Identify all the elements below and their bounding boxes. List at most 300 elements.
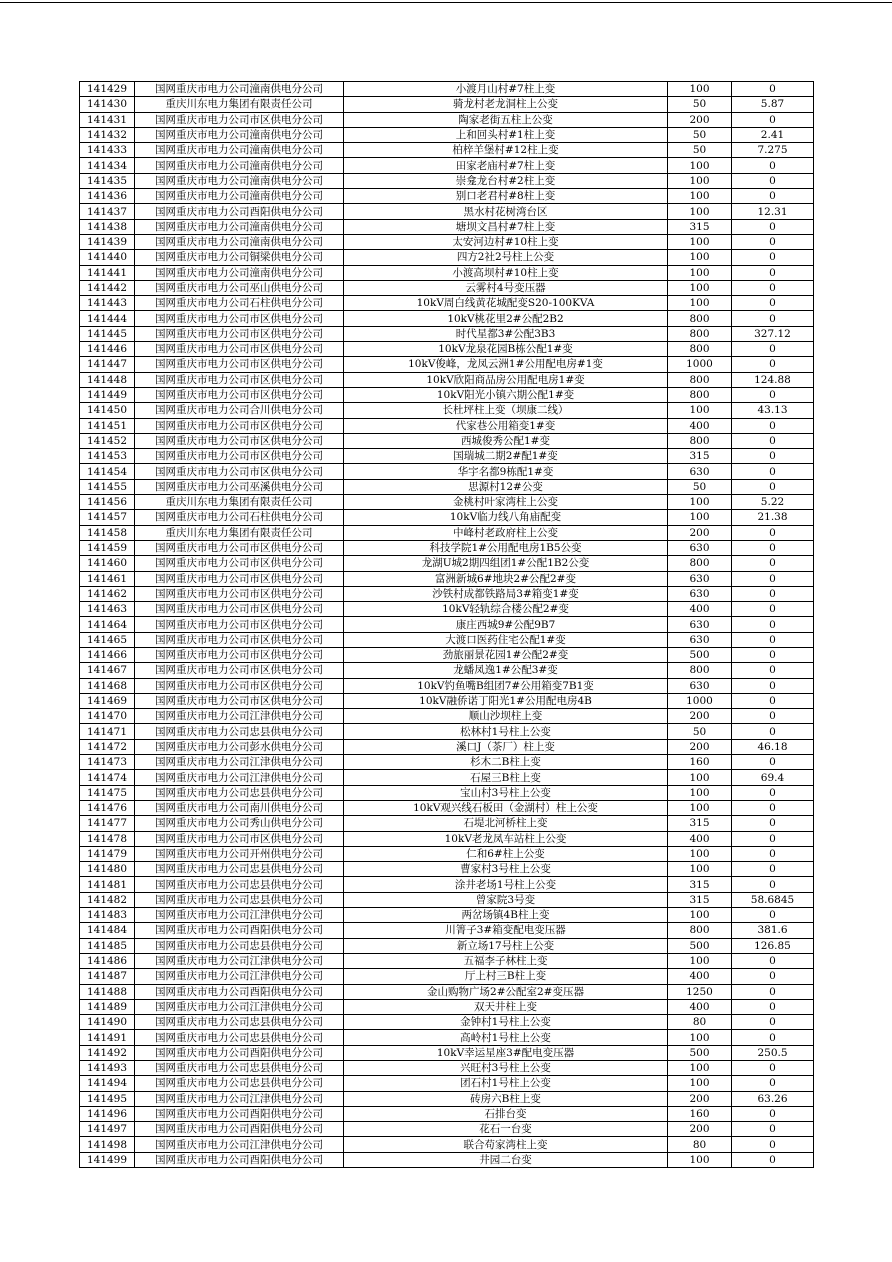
row-id-cell: 141485 [80, 938, 135, 953]
company-cell: 国网重庆市电力公司酉阳供电分公司 [135, 1106, 344, 1121]
capacity-cell: 500 [668, 938, 732, 953]
table-row [80, 678, 814, 693]
value-cell: 0 [732, 540, 814, 555]
value-cell: 0 [732, 464, 814, 479]
table-row [80, 127, 814, 142]
table-row [80, 1137, 814, 1152]
value-cell: 0 [732, 311, 814, 326]
value-cell: 0 [732, 908, 814, 923]
value-cell: 7.275 [732, 143, 814, 158]
transformer-name-cell: 杉木二B柱上变 [344, 755, 668, 770]
capacity-cell: 800 [668, 372, 732, 387]
transformer-name-cell: 10kV俊峰，龙凤云洲1#公用配电房#1变 [344, 357, 668, 372]
value-cell: 0 [732, 846, 814, 861]
value-cell: 0 [732, 663, 814, 678]
transformer-name-cell: 康庄西城9#公配9B7 [344, 617, 668, 632]
table-row [80, 418, 814, 433]
transformer-name-cell: 10kV欣阳商品房公用配电房1#变 [344, 372, 668, 387]
company-cell: 国网重庆市电力公司潼南供电分公司 [135, 127, 344, 142]
row-id-cell: 141494 [80, 1076, 135, 1091]
transformer-name-cell: 10kV周白线黄花城配变S20-100KVA [344, 296, 668, 311]
value-cell: 0 [732, 953, 814, 968]
value-cell: 0 [732, 816, 814, 831]
value-cell: 0 [732, 250, 814, 265]
transformer-name-cell: 松林村1号柱上公变 [344, 724, 668, 739]
table-row [80, 571, 814, 586]
company-cell: 国网重庆市电力公司潼南供电分公司 [135, 173, 344, 188]
capacity-cell: 500 [668, 1045, 732, 1060]
transformer-name-cell: 10kV轻轨综合楼公配2#变 [344, 602, 668, 617]
company-cell: 国网重庆市电力公司市区供电分公司 [135, 342, 344, 357]
transformer-name-cell: 10kV融侨诺丁阳光1#公用配电房4B [344, 693, 668, 708]
transformer-name-cell: 代家巷公用箱变1#变 [344, 418, 668, 433]
row-id-cell: 141495 [80, 1091, 135, 1106]
row-id-cell: 141445 [80, 326, 135, 341]
transformer-name-cell: 骑龙村老龙洞柱上公变 [344, 97, 668, 112]
capacity-cell: 400 [668, 831, 732, 846]
transformer-name-cell: 溪口J（茶厂）柱上变 [344, 739, 668, 754]
company-cell: 国网重庆市电力公司江津供电分公司 [135, 709, 344, 724]
capacity-cell: 200 [668, 709, 732, 724]
company-cell: 国网重庆市电力公司酉阳供电分公司 [135, 984, 344, 999]
company-cell: 国网重庆市电力公司南川供电分公司 [135, 800, 344, 815]
transformer-name-cell: 井园二台变 [344, 1152, 668, 1167]
value-cell: 0 [732, 1152, 814, 1167]
capacity-cell: 315 [668, 816, 732, 831]
table-row [80, 969, 814, 984]
table-row [80, 1106, 814, 1121]
company-cell: 国网重庆市电力公司忠县供电分公司 [135, 1061, 344, 1076]
transformer-name-cell: 石排台变 [344, 1106, 668, 1121]
table-row [80, 556, 814, 571]
value-cell: 0 [732, 556, 814, 571]
company-cell: 国网重庆市电力公司秀山供电分公司 [135, 816, 344, 831]
table-row [80, 1076, 814, 1091]
table-row [80, 311, 814, 326]
transformer-name-cell: 长杜坪柱上变（坝康二线） [344, 403, 668, 418]
table-row [80, 387, 814, 402]
table-row [80, 923, 814, 938]
row-id-cell: 141443 [80, 296, 135, 311]
table-row [80, 173, 814, 188]
transformer-name-cell: 石屋三B柱上变 [344, 770, 668, 785]
transformer-name-cell: 塘坝文昌村#7柱上变 [344, 219, 668, 234]
row-id-cell: 141434 [80, 158, 135, 173]
row-id-cell: 141456 [80, 495, 135, 510]
capacity-cell: 315 [668, 449, 732, 464]
table-row [80, 158, 814, 173]
value-cell: 0 [732, 342, 814, 357]
table-row [80, 204, 814, 219]
value-cell: 0 [732, 357, 814, 372]
row-id-cell: 141439 [80, 234, 135, 249]
row-id-cell: 141486 [80, 953, 135, 968]
table-row [80, 709, 814, 724]
transformer-table [79, 81, 814, 1168]
row-id-cell: 141435 [80, 173, 135, 188]
capacity-cell: 100 [668, 510, 732, 525]
capacity-cell: 100 [668, 82, 732, 97]
company-cell: 国网重庆市电力公司市区供电分公司 [135, 632, 344, 647]
table-row [80, 693, 814, 708]
transformer-name-cell: 宝山村3号柱上公变 [344, 785, 668, 800]
capacity-cell: 400 [668, 418, 732, 433]
transformer-name-cell: 金山购物广场2#公配室2#变压器 [344, 984, 668, 999]
capacity-cell: 100 [668, 265, 732, 280]
capacity-cell: 1000 [668, 357, 732, 372]
transformer-name-cell: 双天井柱上变 [344, 999, 668, 1014]
transformer-name-cell: 思源村12#公变 [344, 479, 668, 494]
capacity-cell: 100 [668, 862, 732, 877]
table-row [80, 816, 814, 831]
capacity-cell: 400 [668, 602, 732, 617]
company-cell: 国网重庆市电力公司合川供电分公司 [135, 403, 344, 418]
company-cell: 国网重庆市电力公司市区供电分公司 [135, 357, 344, 372]
company-cell: 国网重庆市电力公司江津供电分公司 [135, 1137, 344, 1152]
capacity-cell: 800 [668, 342, 732, 357]
transformer-name-cell: 富洲新城6#地块2#公配2#变 [344, 571, 668, 586]
value-cell: 0 [732, 112, 814, 127]
capacity-cell: 100 [668, 1076, 732, 1091]
value-cell: 0 [732, 1076, 814, 1091]
row-id-cell: 141437 [80, 204, 135, 219]
company-cell: 国网重庆市电力公司巫溪供电分公司 [135, 479, 344, 494]
company-cell: 国网重庆市电力公司市区供电分公司 [135, 556, 344, 571]
company-cell: 国网重庆市电力公司市区供电分公司 [135, 831, 344, 846]
company-cell: 国网重庆市电力公司市区供电分公司 [135, 387, 344, 402]
capacity-cell: 100 [668, 785, 732, 800]
row-id-cell: 141449 [80, 387, 135, 402]
capacity-cell: 315 [668, 892, 732, 907]
transformer-name-cell: 金钟村1号柱上公变 [344, 1015, 668, 1030]
value-cell: 0 [732, 831, 814, 846]
row-id-cell: 141480 [80, 862, 135, 877]
table-row [80, 632, 814, 647]
capacity-cell: 100 [668, 800, 732, 815]
row-id-cell: 141487 [80, 969, 135, 984]
row-id-cell: 141454 [80, 464, 135, 479]
company-cell: 国网重庆市电力公司市区供电分公司 [135, 693, 344, 708]
company-cell: 国网重庆市电力公司市区供电分公司 [135, 663, 344, 678]
capacity-cell: 160 [668, 755, 732, 770]
transformer-name-cell: 劲旅丽景花园1#公配2#变 [344, 647, 668, 662]
transformer-name-cell: 陶家老街五柱上公变 [344, 112, 668, 127]
table-row [80, 1122, 814, 1137]
capacity-cell: 630 [668, 678, 732, 693]
company-cell: 国网重庆市电力公司忠县供电分公司 [135, 877, 344, 892]
transformer-name-cell: 龙湖U城2期四组团1#公配1B2公变 [344, 556, 668, 571]
transformer-name-cell: 团石村1号柱上公变 [344, 1076, 668, 1091]
value-cell: 250.5 [732, 1045, 814, 1060]
capacity-cell: 630 [668, 586, 732, 601]
table-row [80, 617, 814, 632]
row-id-cell: 141451 [80, 418, 135, 433]
table-row [80, 831, 814, 846]
value-cell: 0 [732, 984, 814, 999]
company-cell: 国网重庆市电力公司江津供电分公司 [135, 908, 344, 923]
capacity-cell: 800 [668, 387, 732, 402]
row-id-cell: 141479 [80, 846, 135, 861]
row-id-cell: 141496 [80, 1106, 135, 1121]
company-cell: 国网重庆市电力公司忠县供电分公司 [135, 785, 344, 800]
table-row [80, 1045, 814, 1060]
row-id-cell: 141473 [80, 755, 135, 770]
table-row [80, 999, 814, 1014]
row-id-cell: 141472 [80, 739, 135, 754]
transformer-name-cell: 10kV幸运星座3#配电变压器 [344, 1045, 668, 1060]
value-cell: 0 [732, 693, 814, 708]
table-row [80, 357, 814, 372]
value-cell: 0 [732, 525, 814, 540]
capacity-cell: 100 [668, 1030, 732, 1045]
value-cell: 0 [732, 387, 814, 402]
capacity-cell: 630 [668, 617, 732, 632]
value-cell: 0 [732, 969, 814, 984]
transformer-name-cell: 西城俊秀公配1#变 [344, 433, 668, 448]
capacity-cell: 100 [668, 234, 732, 249]
value-cell: 0 [732, 158, 814, 173]
row-id-cell: 141489 [80, 999, 135, 1014]
transformer-name-cell: 国瑞城二期2#配1#变 [344, 449, 668, 464]
value-cell: 0 [732, 862, 814, 877]
table-row [80, 479, 814, 494]
capacity-cell: 315 [668, 219, 732, 234]
company-cell: 国网重庆市电力公司忠县供电分公司 [135, 724, 344, 739]
transformer-name-cell: 沙铁村成都铁路局3#箱变1#变 [344, 586, 668, 601]
company-cell: 国网重庆市电力公司市区供电分公司 [135, 647, 344, 662]
company-cell: 国网重庆市电力公司铜梁供电分公司 [135, 250, 344, 265]
company-cell: 国网重庆市电力公司石柱供电分公司 [135, 296, 344, 311]
table-row [80, 953, 814, 968]
table-row [80, 1061, 814, 1076]
table-row [80, 770, 814, 785]
transformer-name-cell: 上和回头村#1柱上变 [344, 127, 668, 142]
value-cell: 21.38 [732, 510, 814, 525]
row-id-cell: 141446 [80, 342, 135, 357]
transformer-name-cell: 龙蟠凤逸1#公配3#变 [344, 663, 668, 678]
company-cell: 国网重庆市电力公司忠县供电分公司 [135, 938, 344, 953]
table-row [80, 342, 814, 357]
value-cell: 0 [732, 571, 814, 586]
company-cell: 国网重庆市电力公司潼南供电分公司 [135, 143, 344, 158]
transformer-name-cell: 曹家村3号柱上公变 [344, 862, 668, 877]
value-cell: 0 [732, 296, 814, 311]
company-cell: 国网重庆市电力公司潼南供电分公司 [135, 265, 344, 280]
capacity-cell: 400 [668, 969, 732, 984]
capacity-cell: 630 [668, 571, 732, 586]
transformer-name-cell: 10kV阳光小镇六期公配1#变 [344, 387, 668, 402]
table-row [80, 877, 814, 892]
company-cell: 国网重庆市电力公司市区供电分公司 [135, 112, 344, 127]
row-id-cell: 141431 [80, 112, 135, 127]
row-id-cell: 141467 [80, 663, 135, 678]
value-cell: 2.41 [732, 127, 814, 142]
capacity-cell: 630 [668, 632, 732, 647]
capacity-cell: 1000 [668, 693, 732, 708]
transformer-name-cell: 10kV观兴线石板田（金湖村）柱上公变 [344, 800, 668, 815]
capacity-cell: 100 [668, 908, 732, 923]
transformer-name-cell: 两岔场镇4B柱上变 [344, 908, 668, 923]
company-cell: 国网重庆市电力公司江津供电分公司 [135, 755, 344, 770]
capacity-cell: 400 [668, 999, 732, 1014]
table-row [80, 1091, 814, 1106]
table-row [80, 372, 814, 387]
value-cell: 0 [732, 755, 814, 770]
company-cell: 国网重庆市电力公司忠县供电分公司 [135, 862, 344, 877]
company-cell: 国网重庆市电力公司潼南供电分公司 [135, 234, 344, 249]
table-row [80, 938, 814, 953]
company-cell: 国网重庆市电力公司开州供电分公司 [135, 846, 344, 861]
capacity-cell: 100 [668, 173, 732, 188]
value-cell: 12.31 [732, 204, 814, 219]
table-row [80, 800, 814, 815]
transformer-name-cell: 小渡高坝村#10柱上变 [344, 265, 668, 280]
row-id-cell: 141429 [80, 82, 135, 97]
capacity-cell: 50 [668, 127, 732, 142]
value-cell: 0 [732, 173, 814, 188]
row-id-cell: 141481 [80, 877, 135, 892]
value-cell: 0 [732, 219, 814, 234]
value-cell: 0 [732, 586, 814, 601]
transformer-name-cell: 新立场17号柱上公变 [344, 938, 668, 953]
capacity-cell: 800 [668, 663, 732, 678]
company-cell: 国网重庆市电力公司酉阳供电分公司 [135, 1152, 344, 1167]
row-id-cell: 141497 [80, 1122, 135, 1137]
capacity-cell: 160 [668, 1106, 732, 1121]
row-id-cell: 141469 [80, 693, 135, 708]
company-cell: 国网重庆市电力公司酉阳供电分公司 [135, 923, 344, 938]
table-row [80, 112, 814, 127]
capacity-cell: 50 [668, 97, 732, 112]
transformer-name-cell: 仁和6#柱上公变 [344, 846, 668, 861]
table-row [80, 403, 814, 418]
company-cell: 重庆川东电力集团有限责任公司 [135, 495, 344, 510]
row-id-cell: 141438 [80, 219, 135, 234]
value-cell: 0 [732, 479, 814, 494]
capacity-cell: 630 [668, 540, 732, 555]
table-row [80, 663, 814, 678]
value-cell: 0 [732, 632, 814, 647]
row-id-cell: 141484 [80, 923, 135, 938]
row-id-cell: 141474 [80, 770, 135, 785]
table-row [80, 189, 814, 204]
capacity-cell: 200 [668, 1091, 732, 1106]
transformer-name-cell: 五福李子林柱上变 [344, 953, 668, 968]
value-cell: 0 [732, 433, 814, 448]
row-id-cell: 141463 [80, 602, 135, 617]
capacity-cell: 100 [668, 1061, 732, 1076]
row-id-cell: 141468 [80, 678, 135, 693]
company-cell: 国网重庆市电力公司石柱供电分公司 [135, 510, 344, 525]
company-cell: 国网重庆市电力公司江津供电分公司 [135, 1091, 344, 1106]
value-cell: 0 [732, 800, 814, 815]
company-cell: 国网重庆市电力公司忠县供电分公司 [135, 1015, 344, 1030]
capacity-cell: 50 [668, 479, 732, 494]
capacity-cell: 80 [668, 1137, 732, 1152]
table-row [80, 265, 814, 280]
table-row [80, 449, 814, 464]
value-cell: 124.88 [732, 372, 814, 387]
value-cell: 0 [732, 265, 814, 280]
table-row [80, 785, 814, 800]
row-id-cell: 141478 [80, 831, 135, 846]
value-cell: 126.85 [732, 938, 814, 953]
table-row [80, 647, 814, 662]
table-row [80, 97, 814, 112]
value-cell: 43.13 [732, 403, 814, 418]
transformer-name-cell: 10kV老龙凤车站柱上公变 [344, 831, 668, 846]
row-id-cell: 141453 [80, 449, 135, 464]
transformer-name-cell: 川箐子3#箱变配电变压器 [344, 923, 668, 938]
row-id-cell: 141462 [80, 586, 135, 601]
row-id-cell: 141464 [80, 617, 135, 632]
company-cell: 国网重庆市电力公司酉阳供电分公司 [135, 1122, 344, 1137]
table-row [80, 892, 814, 907]
company-cell: 国网重庆市电力公司市区供电分公司 [135, 678, 344, 693]
value-cell: 0 [732, 449, 814, 464]
row-id-cell: 141475 [80, 785, 135, 800]
capacity-cell: 100 [668, 250, 732, 265]
company-cell: 国网重庆市电力公司市区供电分公司 [135, 540, 344, 555]
value-cell: 0 [732, 1106, 814, 1121]
company-cell: 国网重庆市电力公司潼南供电分公司 [135, 219, 344, 234]
company-cell: 国网重庆市电力公司江津供电分公司 [135, 770, 344, 785]
row-id-cell: 141471 [80, 724, 135, 739]
transformer-name-cell: 10kV临力线八角庙配变 [344, 510, 668, 525]
transformer-name-cell: 崇龛龙台村#2柱上变 [344, 173, 668, 188]
value-cell: 0 [732, 82, 814, 97]
capacity-cell: 315 [668, 877, 732, 892]
company-cell: 国网重庆市电力公司市区供电分公司 [135, 372, 344, 387]
company-cell: 国网重庆市电力公司潼南供电分公司 [135, 82, 344, 97]
row-id-cell: 141442 [80, 280, 135, 295]
transformer-name-cell: 兴旺村3号柱上公变 [344, 1061, 668, 1076]
transformer-name-cell: 砖房六B柱上变 [344, 1091, 668, 1106]
table-row [80, 326, 814, 341]
capacity-cell: 80 [668, 1015, 732, 1030]
row-id-cell: 141447 [80, 357, 135, 372]
company-cell: 国网重庆市电力公司市区供电分公司 [135, 602, 344, 617]
row-id-cell: 141441 [80, 265, 135, 280]
table-row [80, 602, 814, 617]
company-cell: 国网重庆市电力公司市区供电分公司 [135, 418, 344, 433]
table-row [80, 143, 814, 158]
company-cell: 重庆川东电力集团有限责任公司 [135, 97, 344, 112]
row-id-cell: 141488 [80, 984, 135, 999]
capacity-cell: 50 [668, 143, 732, 158]
value-cell: 0 [732, 785, 814, 800]
value-cell: 0 [732, 189, 814, 204]
company-cell: 国网重庆市电力公司江津供电分公司 [135, 999, 344, 1014]
row-id-cell: 141458 [80, 525, 135, 540]
table-row [80, 862, 814, 877]
capacity-cell: 200 [668, 1122, 732, 1137]
transformer-name-cell: 小渡月山村#7柱上变 [344, 82, 668, 97]
capacity-cell: 100 [668, 204, 732, 219]
table-row [80, 984, 814, 999]
table-row [80, 82, 814, 97]
value-cell: 0 [732, 724, 814, 739]
company-cell: 国网重庆市电力公司市区供电分公司 [135, 449, 344, 464]
table-row [80, 296, 814, 311]
capacity-cell: 100 [668, 296, 732, 311]
row-id-cell: 141470 [80, 709, 135, 724]
row-id-cell: 141499 [80, 1152, 135, 1167]
transformer-name-cell: 云雾村4号变压器 [344, 280, 668, 295]
row-id-cell: 141430 [80, 97, 135, 112]
table-row [80, 739, 814, 754]
value-cell: 63.26 [732, 1091, 814, 1106]
